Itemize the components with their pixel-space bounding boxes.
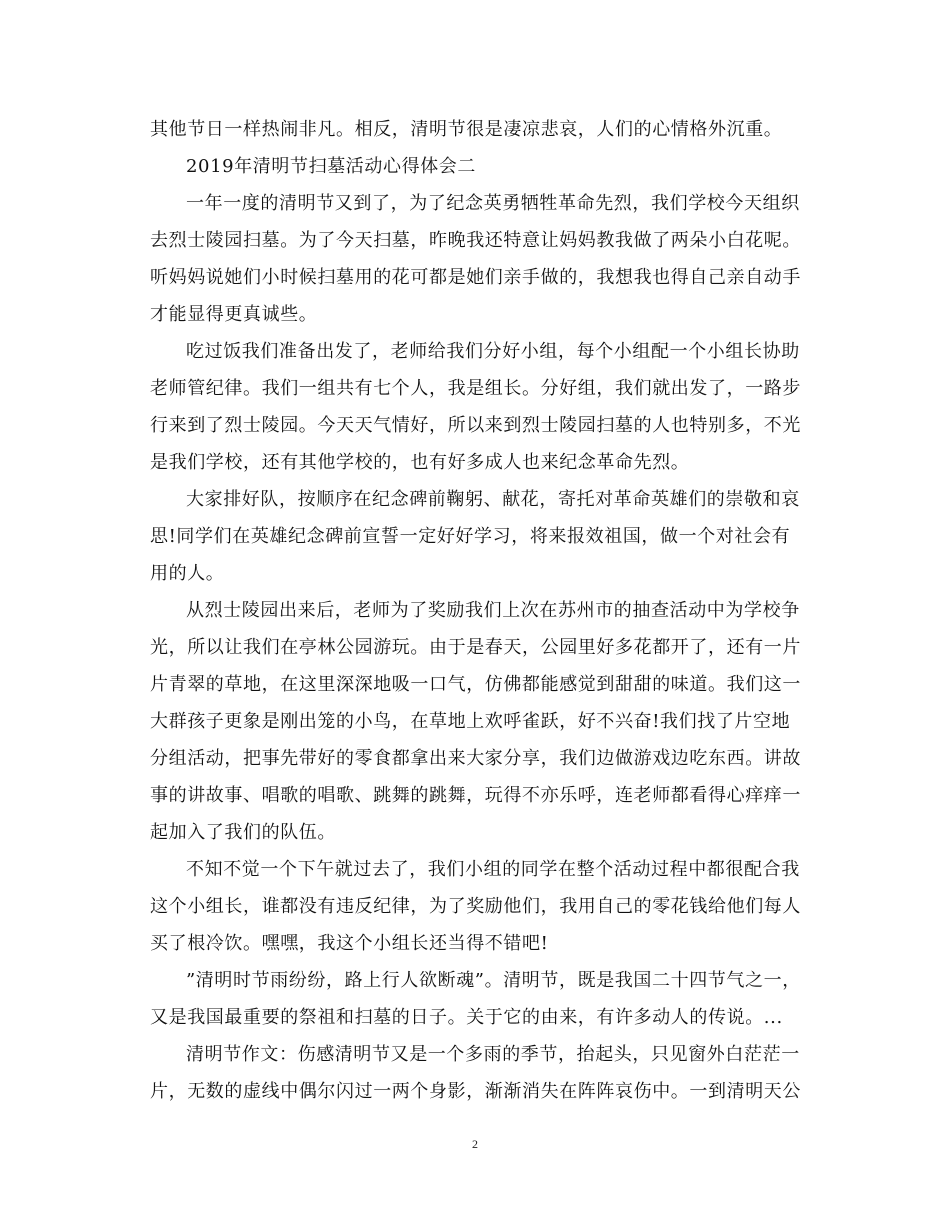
- text-line: 光，所以让我们在亭林公园游玩。由于是春天，公园里好多花都开了，还有一片: [150, 637, 801, 658]
- text-line: 去烈士陵园扫墓。为了今天扫墓，昨晚我还特意让妈妈教我做了两朵小白花呢。: [150, 230, 801, 251]
- text-line: 清明节作文：伤感清明节又是一个多雨的季节，抬起头，只见窗外白茫茫一: [186, 1044, 800, 1065]
- text-line: 片，无数的虚线中偶尔闪过一两个身影，渐渐消失在阵阵哀伤中。一到清明天公: [150, 1081, 801, 1102]
- text-line: 又是我国最重要的祭祖和扫墓的日子。关于它的由来，有许多动人的传说。...: [150, 1007, 783, 1028]
- text-line: 行来到了烈士陵园。今天天气情好，所以来到烈士陵园扫墓的人也特别多，不光: [150, 415, 801, 436]
- text-line: 思!同学们在英雄纪念碑前宣誓一定好好学习，将来报效祖国，做一个对社会有: [150, 526, 791, 547]
- section-heading: 2019年清明节扫墓活动心得体会二: [186, 156, 477, 177]
- text-line: 这个小组长，谁都没有违反纪律，为了奖励他们，我用自己的零花钱给他们每人: [150, 896, 801, 917]
- text-line: 不知不觉一个下午就过去了，我们小组的同学在整个活动过程中都很配合我: [186, 859, 800, 880]
- text-line: 买了根冷饮。嘿嘿，我这个小组长还当得不错吧!: [150, 933, 549, 954]
- text-line: 听妈妈说她们小时候扫墓用的花可都是她们亲手做的，我想我也得自己亲自动手: [150, 267, 801, 288]
- text-line: 吃过饭我们准备出发了，老师给我们分好小组，每个小组配一个小组长协助: [186, 341, 800, 362]
- text-line: 一年一度的清明节又到了，为了纪念英勇牺牲革命先烈，我们学校今天组织: [186, 193, 800, 214]
- text-line: 事的讲故事、唱歌的唱歌、跳舞的跳舞，玩得不亦乐呼，连老师都看得心痒痒一: [150, 785, 801, 806]
- text-line: ”清明时节雨纷纷，路上行人欲断魂”。清明节，既是我国二十四节气之一，: [186, 970, 801, 991]
- text-line: 其他节日一样热闹非凡。相反，清明节很是凄凉悲哀，人们的心情格外沉重。: [150, 119, 783, 140]
- text-line: 大家排好队，按顺序在纪念碑前鞠躬、献花，寄托对革命英雄们的崇敬和哀: [186, 489, 800, 510]
- text-line: 老师管纪律。我们一组共有七个人，我是组长。分好组，我们就出发了，一路步: [150, 378, 801, 399]
- text-line: 片青翠的草地，在这里深深地吸一口气，仿佛都能感觉到甜甜的味道。我们这一: [150, 674, 801, 695]
- text-line: 用的人。: [150, 563, 225, 584]
- text-line: 从烈士陵园出来后，老师为了奖励我们上次在苏州市的抽查活动中为学校争: [186, 600, 800, 621]
- text-line: 分组活动，把事先带好的零食都拿出来大家分享，我们边做游戏边吃东西。讲故: [150, 748, 801, 769]
- text-line: 大群孩子更象是刚出笼的小鸟，在草地上欢呼雀跃，好不兴奋!我们找了片空地: [150, 711, 791, 732]
- page-number: 2: [472, 1137, 478, 1151]
- text-line: 是我们学校，还有其他学校的，也有好多成人也来纪念革命先烈。: [150, 452, 690, 473]
- text-line: 才能显得更真诚些。: [150, 304, 318, 325]
- text-line: 起加入了我们的队伍。: [150, 822, 336, 843]
